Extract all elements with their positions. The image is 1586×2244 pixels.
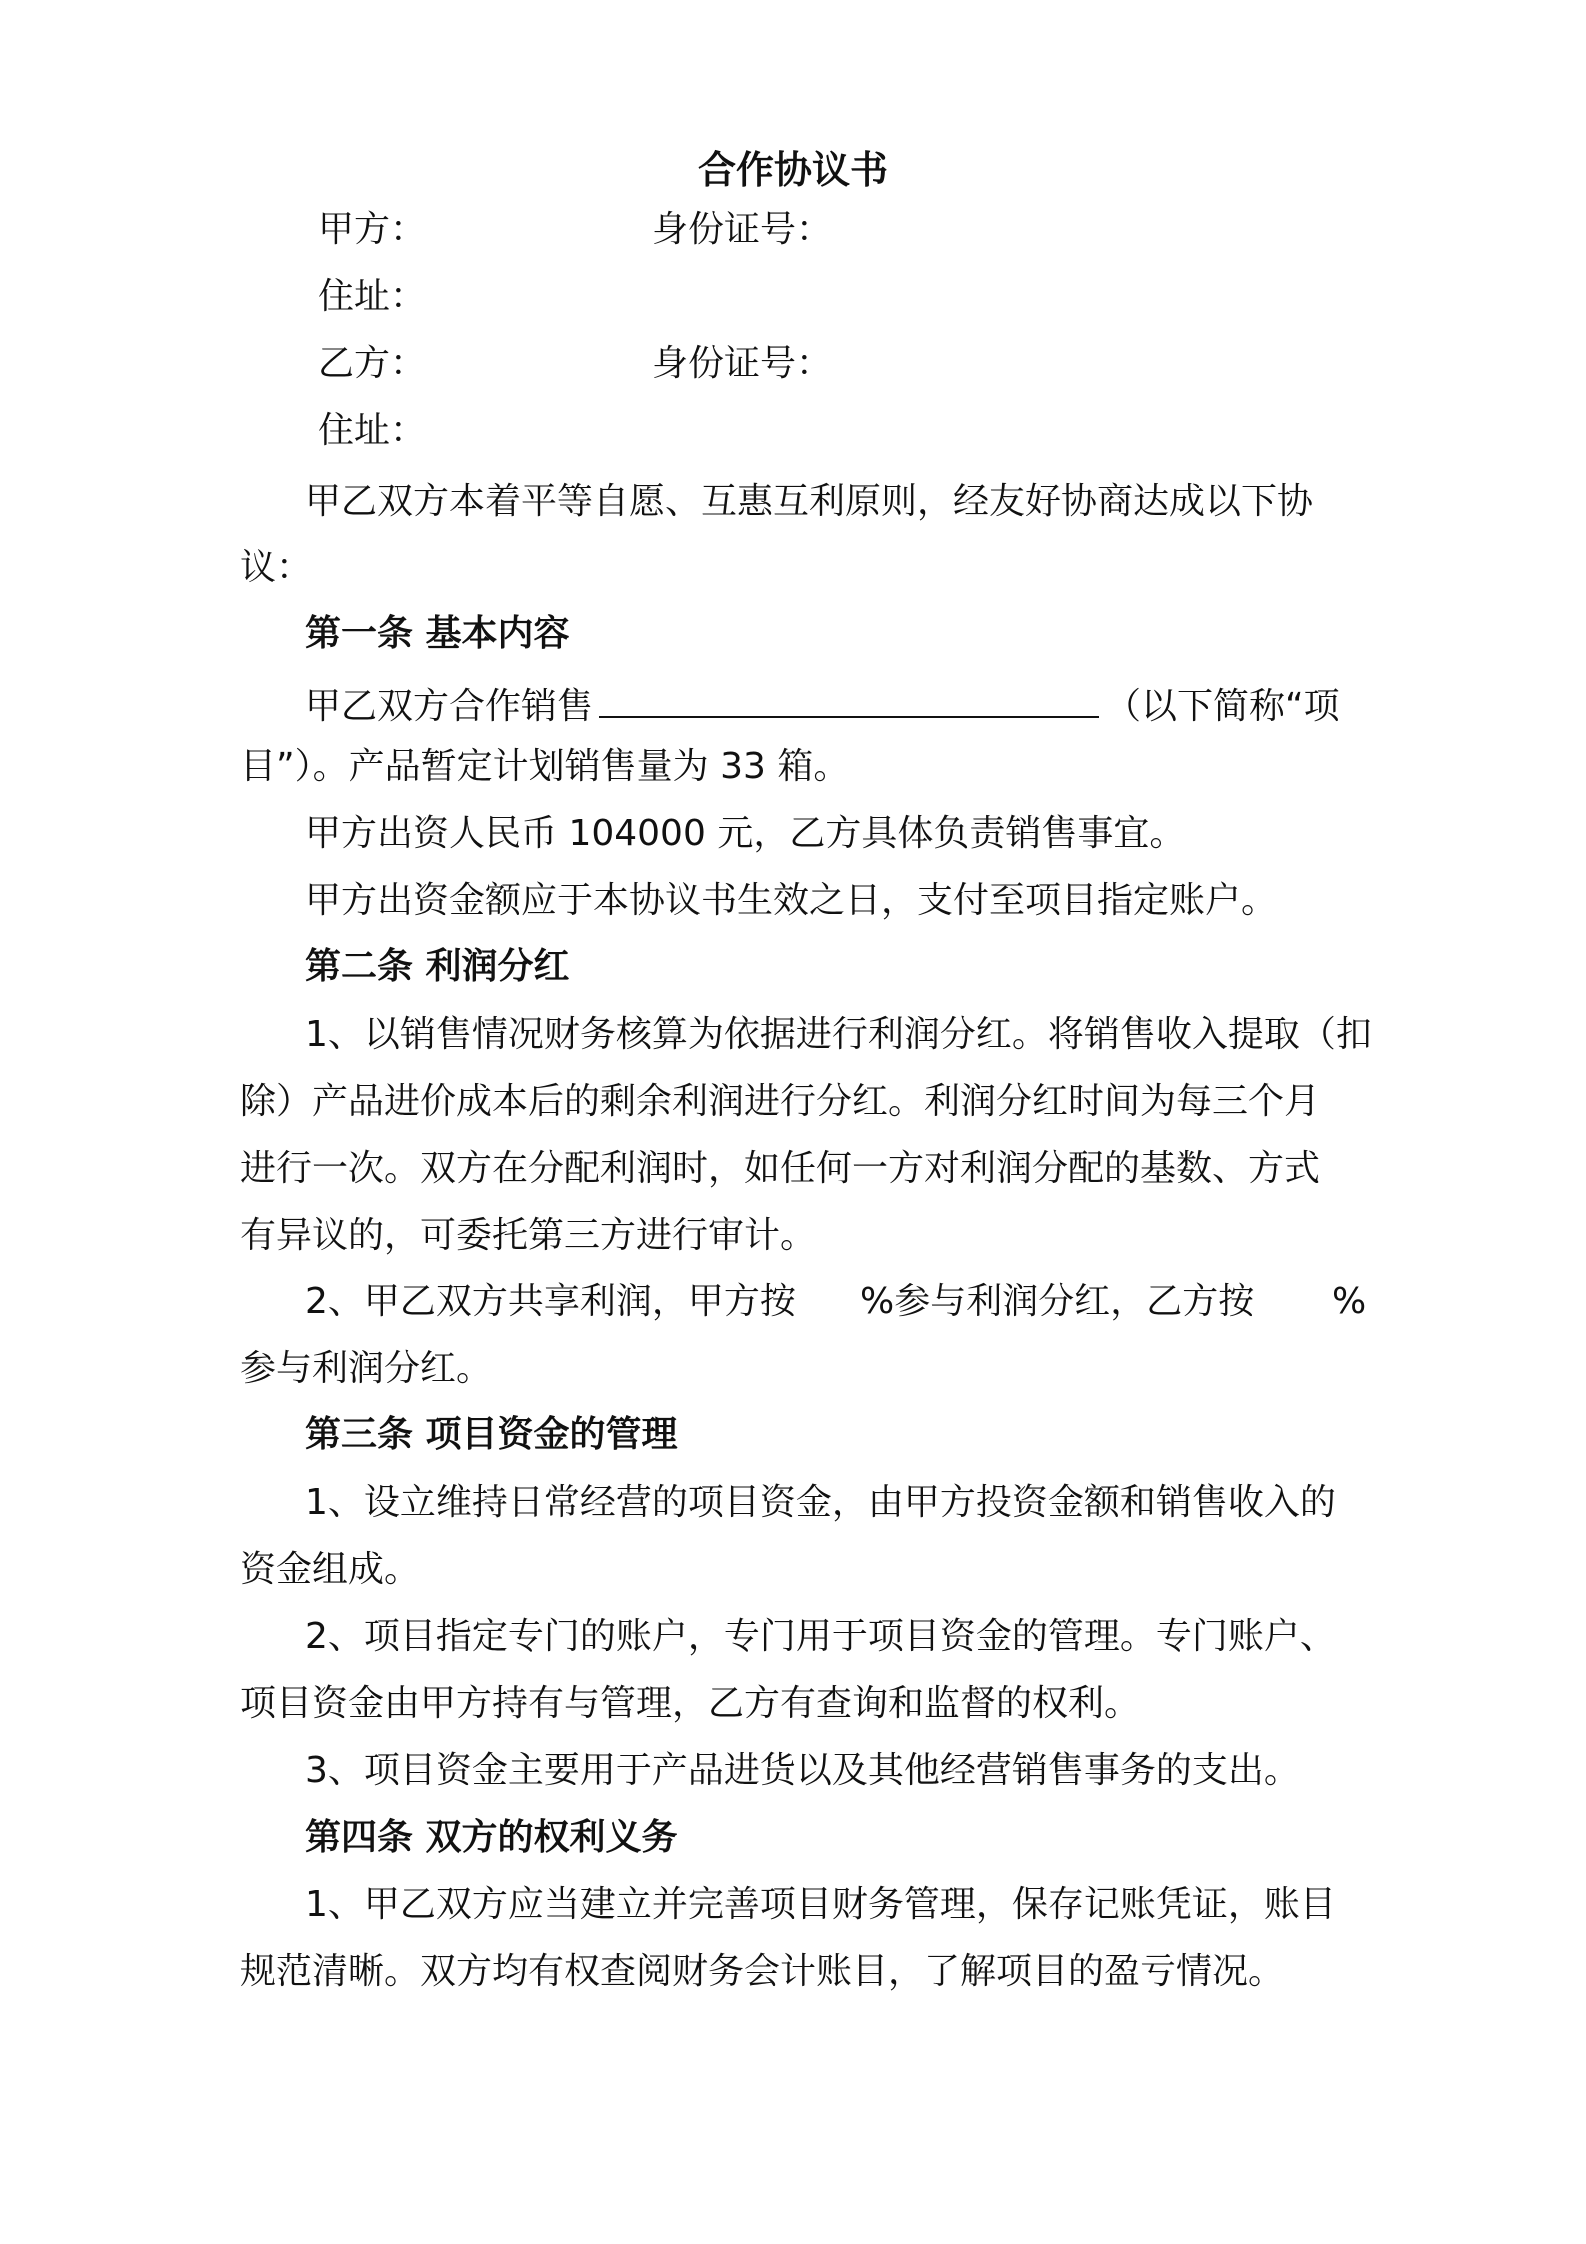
party-a-label: 甲方： (318, 209, 427, 250)
party-b-label: 乙方： (318, 343, 427, 384)
article-2-item-2-text-a: 2、甲乙双方共享利润，甲方按 (305, 1281, 796, 1322)
article-3-item-1-line-2: 资金组成。 (240, 1549, 421, 1590)
article-1-paragraph-1-line-2: 目”）。产品暂定计划销售量为 33 箱。 (240, 746, 850, 787)
article-4-heading: 第四条 双方的权利义务 (305, 1817, 678, 1858)
article-4-item-1-line-2: 规范清晰。双方均有权查阅财务会计账目，了解项目的盈亏情况。 (240, 1951, 1285, 1992)
article-2-item-1-line-4: 有异议的，可委托第三方进行审计。 (240, 1215, 817, 1256)
party-b-id-label: 身份证号： (652, 343, 833, 384)
article-1-p1-text-a: 甲乙双方合作销售 (305, 686, 594, 727)
article-3-heading: 第三条 项目资金的管理 (305, 1414, 678, 1455)
article-3-item-2-line-1: 2、项目指定专门的账户，专门用于项目资金的管理。专门账户、 (305, 1616, 1336, 1657)
article-3-item-2-line-2: 项目资金由甲方持有与管理，乙方有查询和监督的权利。 (240, 1683, 1141, 1724)
intro-line-1: 甲乙双方本着平等自愿、互惠互利原则，经友好协商达成以下协 (305, 481, 1314, 522)
document-title: 合作协议书 (697, 148, 888, 192)
article-2-item-1-line-1: 1、以销售情况财务核算为依据进行利润分红。将销售收入提取（扣 (305, 1014, 1372, 1055)
article-1-p1-text-b: （以下简称“项 (1105, 686, 1340, 727)
article-2-heading: 第二条 利润分红 (305, 946, 570, 987)
article-2-item-2-text-b: %参与利润分红，乙方按 (860, 1281, 1255, 1322)
article-1-paragraph-3: 甲方出资金额应于本协议书生效之日，支付至项目指定账户。 (305, 880, 1278, 921)
article-2-item-2-line-2: 参与利润分红。 (240, 1348, 493, 1389)
article-4-item-1-line-1: 1、甲乙双方应当建立并完善项目财务管理，保存记账凭证，账目 (305, 1884, 1336, 1925)
article-3-item-3: 3、项目资金主要用于产品进货以及其他经营销售事务的支出。 (305, 1750, 1300, 1791)
article-1-heading: 第一条 基本内容 (305, 613, 570, 654)
intro-line-2: 议： (240, 547, 313, 588)
product-name-blank (599, 684, 1099, 718)
article-2-item-1-line-3: 进行一次。双方在分配利润时，如任何一方对利润分配的基数、方式 (240, 1148, 1321, 1189)
article-1-paragraph-2: 甲方出资人民币 104000 元，乙方具体负责销售事宜。 (305, 813, 1186, 854)
party-a-address-label: 住址： (318, 276, 427, 317)
party-a-id-label: 身份证号： (652, 209, 833, 250)
party-b-address-label: 住址： (318, 410, 427, 451)
article-2-item-1-line-2: 除）产品进价成本后的剩余利润进行分红。利润分红时间为每三个月 (240, 1081, 1321, 1122)
article-1-paragraph-1 (305, 684, 1340, 730)
article-3-item-1-line-1: 1、设立维持日常经营的项目资金，由甲方投资金额和销售收入的 (305, 1482, 1336, 1523)
article-2-item-2-text-c: % (1332, 1281, 1367, 1322)
